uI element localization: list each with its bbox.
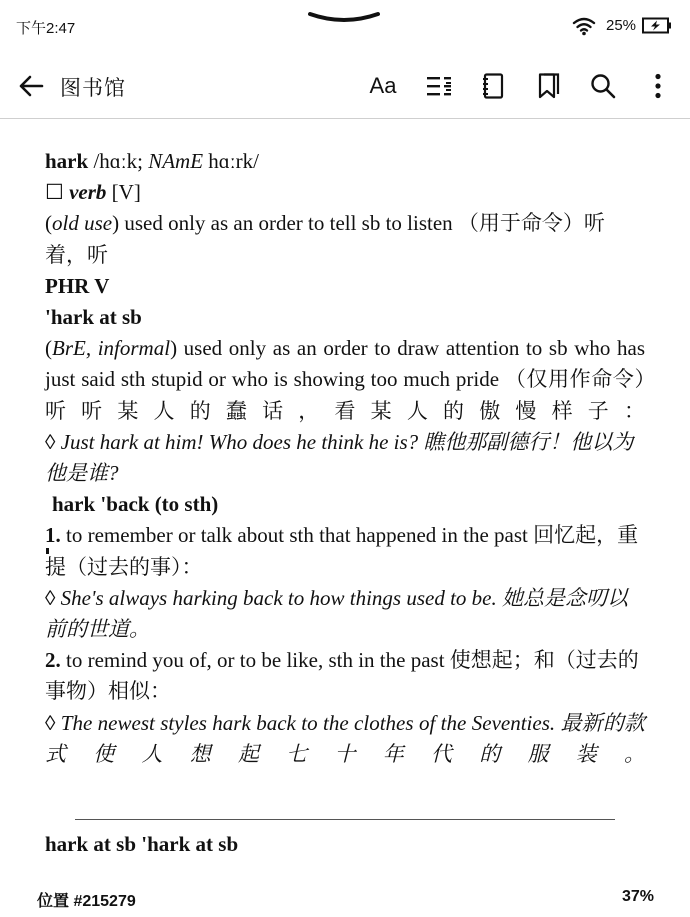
pull-down-handle-icon[interactable] bbox=[308, 10, 380, 26]
phrase1-definition: (BrE, informal) used only as an order to draw attention to sb who has just said sth stupid or who is showing too much pride （仅用作命令）听听某人的蠢话，看某人的傲慢样子： bbox=[45, 336, 646, 423]
search-icon bbox=[590, 73, 616, 99]
font-settings-button[interactable]: Aa bbox=[369, 73, 397, 98]
usage-label: old use bbox=[52, 211, 113, 236]
headword: hark bbox=[45, 149, 89, 173]
phrasal-verb-heading: PHR V bbox=[45, 273, 110, 298]
back-arrow-icon[interactable] bbox=[16, 71, 46, 101]
sense-definition: (old use) used only as an order to tell sb to listen （用于命令）听着，听 bbox=[45, 211, 605, 267]
progress-percent: 37% bbox=[621, 888, 654, 905]
grammar-code: [V] bbox=[106, 180, 141, 205]
location-indicator[interactable]: 位置 #215279 bbox=[37, 893, 136, 910]
reading-progress-footer bbox=[0, 884, 690, 914]
status-bar bbox=[0, 0, 690, 54]
phrase1-example: ◊ Just hark at him! Who does he think he is? 瞧他那副德行！他以为他是谁? bbox=[45, 429, 634, 486]
table-of-contents-button[interactable] bbox=[424, 71, 454, 101]
footnote-text: hark at sb 'hark at sb bbox=[45, 832, 239, 856]
search-button[interactable] bbox=[588, 71, 618, 101]
part-of-speech: verb bbox=[69, 180, 107, 205]
library-link[interactable]: 图书馆 bbox=[60, 77, 126, 100]
part-of-speech-line bbox=[45, 177, 645, 208]
phrase1-usage-label: BrE, informal bbox=[52, 336, 171, 361]
example-2: ◊ The newest styles hark back to the clothes of the Seventies. 最新的款式使人想起七十年代的服装。 bbox=[45, 710, 645, 766]
reader-toolbar bbox=[0, 56, 690, 119]
phrase-hark-back: hark 'back (to sth) bbox=[52, 492, 219, 517]
more-options-button[interactable] bbox=[643, 71, 673, 101]
phrase-hark-at-sb: 'hark at sb bbox=[45, 305, 142, 330]
definition-1-number: 1. bbox=[45, 523, 61, 548]
pronunciation: /hɑːk; bbox=[88, 149, 149, 173]
stress-mark bbox=[46, 548, 49, 554]
entry-headline bbox=[45, 146, 645, 177]
dictionary-entry bbox=[45, 146, 645, 770]
checkbox-glyph: ☐ bbox=[45, 180, 70, 205]
example-1: ◊ She's always harking back to how things used to be. 她总是念叨以前的世道。 bbox=[45, 585, 628, 642]
definition-1: 1. to remember or talk about sth that happened in the past 回忆起，重提（过去的事）： bbox=[45, 523, 639, 579]
bookmark-icon bbox=[538, 73, 560, 99]
definition-2-number: 2. bbox=[45, 648, 61, 673]
wifi-icon bbox=[572, 16, 596, 36]
battery-charging-icon bbox=[642, 17, 672, 34]
definition-2: 2. to remind you of, or to be like, sth in the past 使想起；和（过去的事物）相似： bbox=[45, 648, 639, 704]
notebook-button[interactable] bbox=[478, 71, 508, 101]
table-of-contents-icon bbox=[426, 75, 452, 97]
more-vertical-icon bbox=[654, 73, 662, 99]
pronunciation-region: NAmE bbox=[148, 149, 204, 173]
pronunciation-us: hɑːrk/ bbox=[203, 149, 259, 173]
notebook-icon bbox=[482, 73, 504, 99]
status-time: 下午2:47 bbox=[16, 20, 76, 37]
footnote-divider bbox=[75, 819, 615, 820]
bookmark-button[interactable] bbox=[534, 71, 564, 101]
battery-percent: 25% bbox=[606, 17, 637, 34]
